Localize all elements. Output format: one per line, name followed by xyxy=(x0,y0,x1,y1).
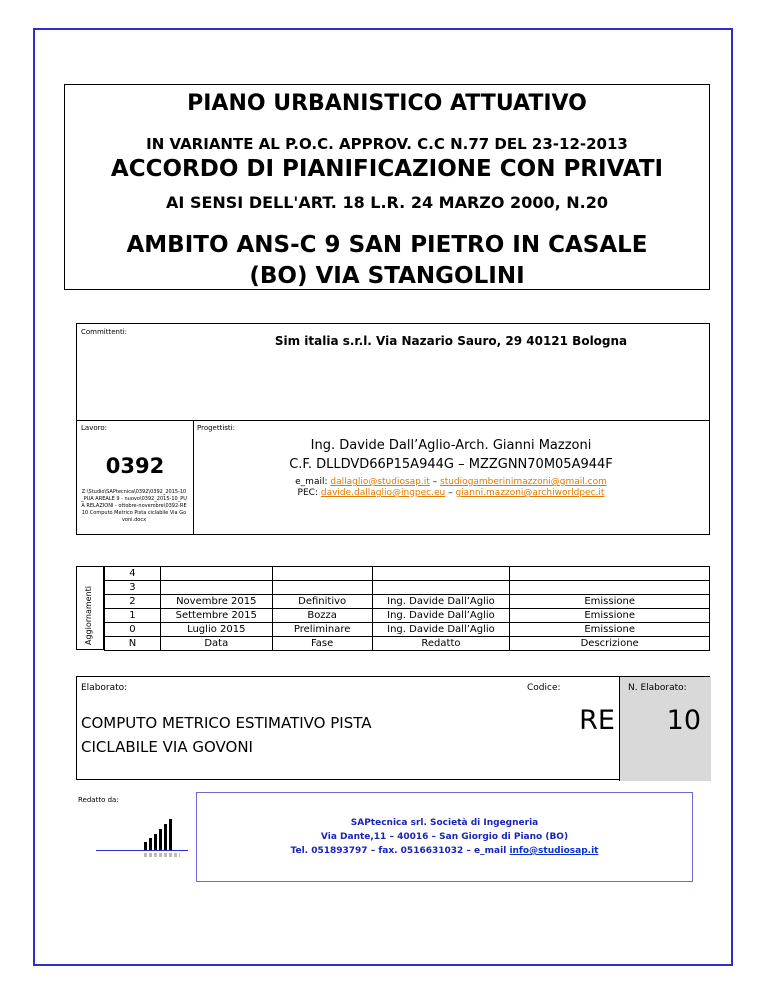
table-cell-fase xyxy=(272,567,372,581)
table-cell-data: Luglio 2015 xyxy=(160,623,272,637)
pec-label: PEC: xyxy=(297,488,318,498)
ambito-line-1: AMBITO ANS-C 9 SAN PIETRO IN CASALE xyxy=(126,232,648,258)
elaborato-title-line-2: CICLABILE VIA GOVONI xyxy=(81,738,253,756)
progettisti-email xyxy=(193,477,709,487)
table-cell-n: N xyxy=(105,637,161,651)
progettisti-label: Progettisti: xyxy=(197,424,235,432)
email-label: e_mail: xyxy=(295,477,328,487)
numero-label: N. Elaborato: xyxy=(628,683,687,693)
title-block xyxy=(64,84,710,290)
table-cell-descrizione xyxy=(510,581,710,595)
lavoro-code: 0392 xyxy=(105,454,165,478)
table-row xyxy=(105,567,710,581)
codice-label: Codice: xyxy=(527,683,561,693)
table-cell-n: 2 xyxy=(105,595,161,609)
updates-block xyxy=(76,566,710,650)
table-cell-fase: Definitivo xyxy=(272,595,372,609)
logo-bars-icon xyxy=(144,818,180,850)
lavoro-label: Lavoro: xyxy=(81,424,107,432)
table-row xyxy=(105,609,710,623)
table-cell-descrizione: Emissione xyxy=(510,609,710,623)
email-link-1[interactable]: dallaglio@studiosap.it xyxy=(330,477,430,487)
table-cell-redatto xyxy=(372,581,510,595)
company-phone-fax: Tel. 051893797 – fax. 0516631032 – e_mail xyxy=(290,846,507,856)
redatto-da-label: Redatto da: xyxy=(78,796,119,804)
table-cell-n: 4 xyxy=(105,567,161,581)
pec-link-2[interactable]: gianni.mazzoni@archiworldpec.it xyxy=(455,488,605,498)
file-path: Z:\Studio\SAPtecnica\0392\0392_2015-10_PUA AREALE 9 - nuovo\0392_2015-10_PUA RELAZIONI - ottobre-novembre\0392-RE10 Computo Metrico Pista ciclabile Via Govoni.docx xyxy=(81,489,187,523)
separator: – xyxy=(432,477,438,487)
table-cell-redatto: Ing. Davide Dall’Aglio xyxy=(372,609,510,623)
table-cell-data: Settembre 2015 xyxy=(160,609,272,623)
codice-value: RE xyxy=(579,705,615,736)
committenti-value: Sim italia s.r.l. Via Nazario Sauro, 29 40121 Bologna xyxy=(274,334,628,348)
table-cell-fase: Fase xyxy=(272,637,372,651)
table-cell-fase: Bozza xyxy=(272,609,372,623)
elaborato-title-line-1: COMPUTO METRICO ESTIMATIVO PISTA xyxy=(81,714,372,732)
updates-table xyxy=(104,566,710,651)
table-cell-data xyxy=(160,567,272,581)
agreement-title: ACCORDO DI PIANIFICAZIONE CON PRIVATI xyxy=(110,156,664,182)
table-row xyxy=(105,581,710,595)
table-cell-descrizione xyxy=(510,567,710,581)
company-address: Via Dante,11 – 40016 – San Giorgio di Piano (BO) xyxy=(320,832,569,842)
company-name: SAPtecnica srl. Società di Ingegneria xyxy=(350,818,539,828)
updates-label: Aggiornamenti xyxy=(84,585,93,645)
company-contacts xyxy=(197,844,692,858)
client-block xyxy=(76,323,710,535)
main-title: PIANO URBANISTICO ATTUATIVO xyxy=(187,91,587,116)
table-cell-data xyxy=(160,581,272,595)
pec-link-1[interactable]: davide.dallaglio@ingpec.eu xyxy=(320,488,446,498)
updates-label-cell xyxy=(76,566,104,650)
company-box xyxy=(196,792,693,882)
ambito-title xyxy=(65,230,709,292)
table-cell-fase xyxy=(272,581,372,595)
table-cell-fase: Preliminare xyxy=(272,623,372,637)
ambito-line-2: (BO) VIA STANGOLINI xyxy=(249,263,525,289)
table-cell-descrizione: Descrizione xyxy=(510,637,710,651)
progettisti-names: Ing. Davide Dall’Aglio-Arch. Gianni Mazzoni xyxy=(310,438,592,453)
variant-subtitle: IN VARIANTE AL P.O.C. APPROV. C.C N.77 DEL 23-12-2013 xyxy=(146,135,628,153)
table-cell-redatto: Redatto xyxy=(372,637,510,651)
table-cell-data: Novembre 2015 xyxy=(160,595,272,609)
table-cell-descrizione: Emissione xyxy=(510,595,710,609)
email-link-2[interactable]: studiogamberinimazzoni@gmail.com xyxy=(440,477,607,487)
table-cell-redatto xyxy=(372,567,510,581)
table-cell-descrizione: Emissione xyxy=(510,623,710,637)
table-cell-n: 1 xyxy=(105,609,161,623)
table-cell-n: 3 xyxy=(105,581,161,595)
committenti-label: Committenti: xyxy=(81,328,128,336)
elaborato-title xyxy=(81,711,372,759)
table-cell-n: 0 xyxy=(105,623,161,637)
logo-baseline xyxy=(96,850,188,851)
progettisti-cf: C.F. DLLDVD66P15A944G – MZZGNN70M05A944F xyxy=(289,457,613,472)
law-reference: AI SENSI DELL'ART. 18 L.R. 24 MARZO 2000, N.20 xyxy=(166,193,608,212)
company-logo xyxy=(96,818,188,860)
progettisti-pec xyxy=(193,488,709,498)
numero-value: 10 xyxy=(666,705,701,736)
elaborato-block xyxy=(76,676,710,780)
company-email-link[interactable]: info@studiosap.it xyxy=(509,846,599,856)
elaborato-label: Elaborato: xyxy=(81,683,128,693)
separator: – xyxy=(448,488,453,498)
table-row xyxy=(105,637,710,651)
table-row xyxy=(105,623,710,637)
table-cell-redatto: Ing. Davide Dall’Aglio xyxy=(372,595,510,609)
table-cell-data: Data xyxy=(160,637,272,651)
numero-cell xyxy=(619,677,711,781)
table-cell-redatto: Ing. Davide Dall’Aglio xyxy=(372,623,510,637)
logo-reflection xyxy=(144,853,180,857)
divider-horizontal xyxy=(77,420,709,421)
table-row xyxy=(105,595,710,609)
